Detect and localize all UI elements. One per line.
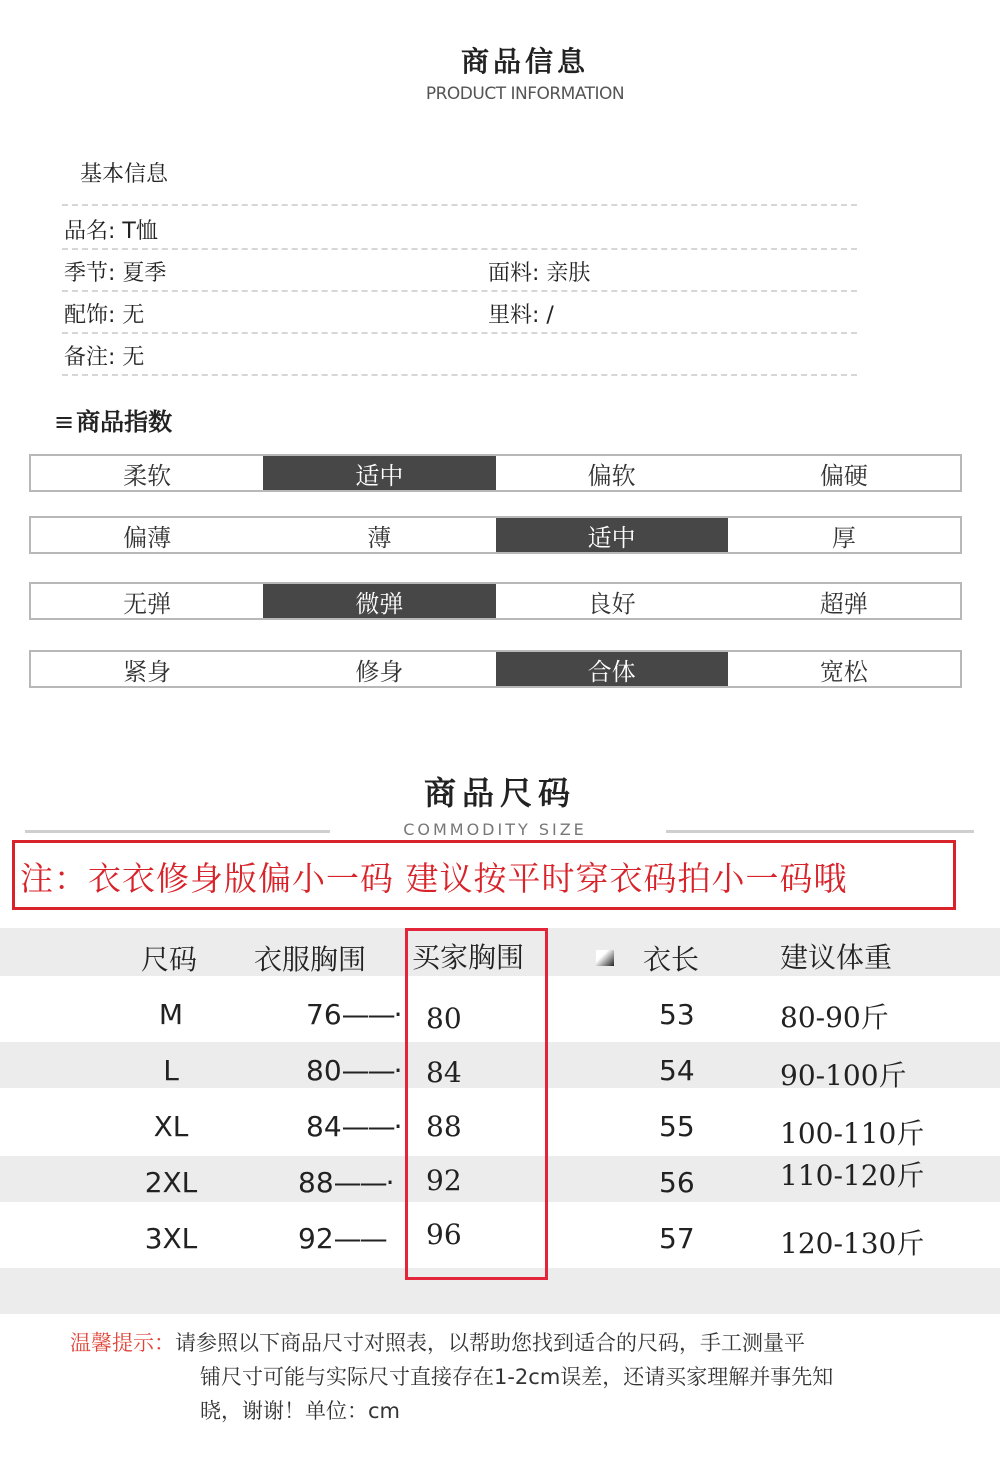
index-option-selected: 合体 <box>496 652 728 686</box>
cell-garment-chest: 76——· <box>306 998 401 1031</box>
index-option-selected: 适中 <box>496 518 728 552</box>
index-option: 修身 <box>355 657 404 686</box>
cell-buyer-chest: 96 <box>426 1218 462 1251</box>
divider <box>62 290 857 292</box>
cell-garment-chest: 84——· <box>306 1110 401 1143</box>
page-title: 商品信息 <box>460 45 589 78</box>
cell-garment-chest: 88——· <box>298 1166 393 1199</box>
cell-length: 57 <box>659 1222 695 1255</box>
index-option-selected: 微弹 <box>263 584 495 618</box>
col-header-buyer-chest: 买家胸围 <box>412 941 525 974</box>
index-option: 良好 <box>587 589 636 618</box>
divider <box>62 204 857 206</box>
index-row <box>29 516 962 554</box>
cell-weight: 120-130斤 <box>780 1227 925 1260</box>
size-title: 商品尺码 <box>423 774 576 812</box>
dash-leader: ——· <box>333 1166 393 1199</box>
cell-weight: 80-90斤 <box>780 1001 889 1034</box>
index-option: 紧身 <box>123 657 172 686</box>
index-heading: ≡商品指数 <box>54 408 173 436</box>
cell-garment-chest: 80——· <box>306 1054 401 1087</box>
index-option: 厚 <box>831 523 856 552</box>
cell-length: 56 <box>659 1166 695 1199</box>
dash-leader: ——· <box>341 998 401 1031</box>
size-tip: 温馨提示：请参照以下商品尺寸对照表，以帮助您找到适合的尺码，手工测量平 铺尺寸可能与实际尺寸直接存在1-2cm误差，还请买家理解并事先知 晓，谢谢！单位：cm <box>70 1331 834 1423</box>
info-item-lining: 里料: / <box>488 303 554 328</box>
list-icon: ≡ <box>54 408 75 436</box>
col-header-garment-chest: 衣服胸围 <box>254 943 367 976</box>
cell-weight: 110-120斤 <box>780 1159 925 1192</box>
cell-length: 54 <box>659 1054 695 1087</box>
info-item-name: 品名: T恤 <box>64 219 158 244</box>
index-row <box>29 650 962 688</box>
divider <box>62 248 857 250</box>
index-option: 宽松 <box>819 657 868 686</box>
dash-leader: —— <box>333 1222 386 1255</box>
index-option: 无弹 <box>123 589 172 618</box>
cell-garment-chest: 92—— <box>298 1222 386 1255</box>
index-option: 柔软 <box>123 461 172 490</box>
size-subtitle: COMMODITY SIZE <box>403 820 587 839</box>
basic-info-heading: 基本信息 <box>80 162 169 187</box>
dash-leader: ——· <box>341 1110 401 1143</box>
index-option-selected: 适中 <box>263 456 495 490</box>
col-header-length: 衣长 <box>643 943 700 976</box>
cursor-icon <box>596 950 614 966</box>
index-row <box>29 454 962 492</box>
col-header-size: 尺码 <box>141 943 198 976</box>
cell-size: M <box>158 998 184 1031</box>
cell-length: 55 <box>659 1110 695 1143</box>
index-option: 薄 <box>367 523 392 552</box>
index-row <box>29 582 962 620</box>
info-item-remark: 备注: 无 <box>64 345 145 370</box>
size-note: 注：衣衣修身版偏小一码 建议按平时穿衣码拍小一码哦 <box>20 859 848 898</box>
cell-weight: 100-110斤 <box>780 1117 925 1150</box>
divider <box>62 332 857 334</box>
index-option: 超弹 <box>819 589 868 618</box>
cell-weight: 90-100斤 <box>780 1059 907 1092</box>
cell-size: XL <box>153 1110 189 1143</box>
cell-buyer-chest: 92 <box>426 1164 462 1197</box>
tip-label: 温馨提示： <box>70 1331 175 1355</box>
cell-size: 2XL <box>144 1166 198 1199</box>
info-item-accessory: 配饰: 无 <box>64 303 145 328</box>
index-option: 偏软 <box>587 461 636 490</box>
col-header-weight: 建议体重 <box>780 941 893 974</box>
cell-buyer-chest: 80 <box>426 1002 462 1035</box>
page-subtitle: PRODUCT INFORMATION <box>425 84 625 104</box>
index-option: 偏薄 <box>123 523 172 552</box>
buyer-chest-highlight <box>405 928 548 1280</box>
cell-length: 53 <box>659 998 695 1031</box>
cell-size: L <box>163 1054 179 1087</box>
index-option: 偏硬 <box>819 461 868 490</box>
cell-buyer-chest: 84 <box>426 1056 462 1089</box>
cell-size: 3XL <box>144 1222 198 1255</box>
dash-leader: ——· <box>341 1054 401 1087</box>
info-item-season: 季节: 夏季 <box>64 261 167 286</box>
info-item-fabric: 面料: 亲肤 <box>488 261 591 286</box>
cell-buyer-chest: 88 <box>426 1110 462 1143</box>
divider <box>62 374 857 376</box>
